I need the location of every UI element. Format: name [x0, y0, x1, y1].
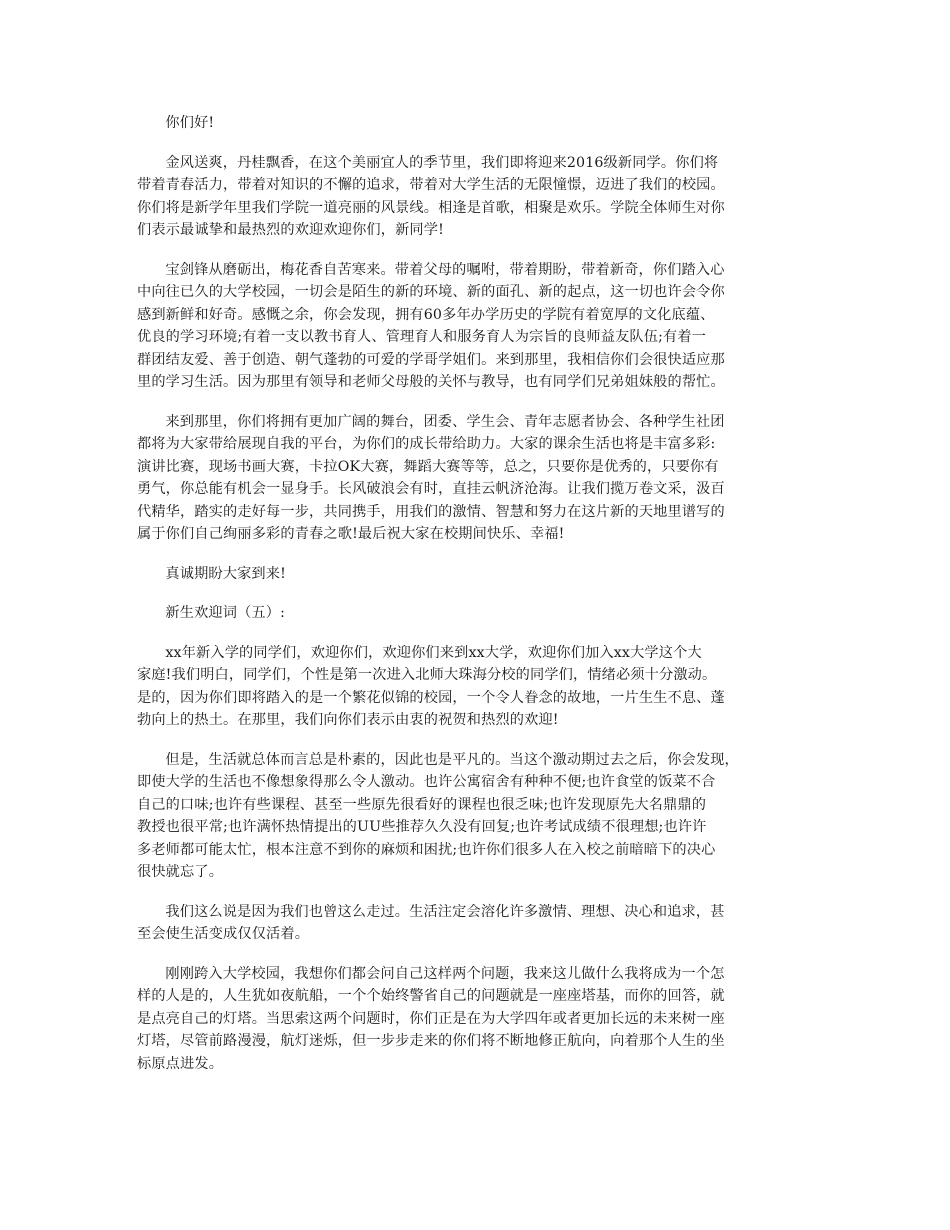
- text-line: 金风送爽，丹桂飘香，在这个美丽宜人的季节里，我们即将迎来2016级新同学。你们将: [165, 154, 719, 171]
- text-line: 感到新鲜和好奇。感慨之余，你会发现，拥有60多年办学历史的学院有着宽厚的文化底蕴、: [137, 306, 715, 323]
- text-line: 我们这么说是因为我们也曾这么走过。生活注定会溶化许多激情、理想、决心和追求，甚: [165, 903, 725, 920]
- text-line: 中向往已久的大学校园，一切会是陌生的新的环境、新的面孔、新的起点，这一切也许会令你: [137, 284, 725, 300]
- text-line: 你们将是新学年里我们学院一道亮丽的风景线。相逢是首歌，相聚是欢乐。学院全体师生对你: [137, 199, 725, 216]
- paragraph: [137, 259, 820, 394]
- paragraph: [137, 563, 820, 586]
- text-line: 们表示最诚挚和最热烈的欢迎欢迎你们，新同学!: [137, 222, 444, 238]
- text-line: 新生欢迎词（五）:: [165, 605, 286, 621]
- text-line: 家庭!我们明白，同学们，个性是第一次进入北师大珠海分校的同学们，情绪必须十分激动。: [137, 667, 717, 683]
- text-line: 都将为大家带给展现自我的平台，为你们的成长带给助力。大家的课余生活也将是丰富多彩:: [137, 436, 716, 452]
- paragraph: [137, 749, 820, 884]
- paragraph: [137, 602, 820, 625]
- text-line: 刚刚跨入大学校园，我想你们都会问自己这样两个问题，我来这儿做什么我将成为一个怎: [165, 965, 725, 982]
- paragraph: [137, 112, 820, 135]
- text-line: 群团结友爱、善于创造、朝气蓬勃的可爱的学哥学姐们。来到那里，我相信你们会很快适应那: [137, 351, 725, 368]
- paragraph: [137, 152, 820, 242]
- paragraph: [137, 642, 820, 732]
- text-line: 自己的口味;也许有些课程、甚至一些原先很看好的课程也很乏味;也许发现原先大名鼎鼎的: [137, 796, 707, 813]
- text-line: 里的学习生活。因为那里有领导和老师父母般的关怀与教导，也有同学们兄弟姐妹般的帮忙。: [137, 374, 725, 390]
- text-line: xx年新入学的同学们，欢迎你们，欢迎你们来到xx大学，欢迎你们加入xx大学这个大: [165, 644, 702, 661]
- paragraph: [137, 963, 820, 1076]
- text-line: 宝剑锋从磨砺出，梅花香自苦寒来。带着父母的嘱咐，带着期盼，带着新奇，你们踏入心: [165, 261, 725, 278]
- text-line: 标原点进发。: [137, 1055, 224, 1072]
- paragraph: [137, 901, 820, 946]
- text-line: 很快就忘了。: [137, 864, 224, 880]
- text-line: 优良的学习环境;有着一支以教书育人、管理育人和服务育人为宗旨的良师益友队伍;有着一: [137, 329, 707, 345]
- text-line: 来到那里，你们将拥有更加广阔的舞台，团委、学生会、青年志愿者协会、各种学生社团: [165, 413, 725, 430]
- text-line: 即使大学的生活也不像想象得那么令人激动。也许公寓宿舍有种种不便;也许食堂的饭菜不合: [137, 774, 716, 790]
- text-line: 代精华，踏实的走好每一步，共同携手，用我们的激情、智慧和努力在这片新的天地里谱写的: [137, 503, 725, 520]
- text-line: 演讲比赛，现场书画大赛，卡拉OK大赛，舞蹈大赛等等，总之，只要你是优秀的，只要你有: [137, 458, 719, 475]
- text-line: 真诚期盼大家到来!: [165, 565, 286, 582]
- text-line: 至会使生活变成仅仅活着。: [137, 926, 310, 942]
- text-line: 是的，因为你们即将踏入的是一个繁花似锦的校园，一个令人眷念的故地，一片生生不息、蓬: [137, 689, 725, 706]
- text-line: 样的人是的，人生犹如夜航船，一个个始终警省自己的问题就是一座座塔基，而你的回答，就: [137, 988, 725, 1004]
- text-line: 是点亮自己的灯塔。当思索这两个问题时，你们正是在为大学四年或者更加长远的未来树一座: [137, 1010, 725, 1027]
- text-line: 勇气，你总能有机会一显身手。长风破浪会有时，直挂云帆济沧海。让我们揽万卷文采，汲百: [137, 481, 725, 497]
- text-line: 属于你们自己绚丽多彩的青春之歌!最后祝大家在校期间快乐、幸福!: [137, 526, 565, 542]
- paragraph: [137, 411, 820, 546]
- text-line: 勃向上的热土。在那里，我们向你们表示由衷的祝贺和热烈的欢迎!: [137, 712, 559, 728]
- text-line: 带着青春活力，带着对知识的不懈的追求，带着对大学生活的无限憧憬，迈进了我们的校园。: [137, 177, 725, 193]
- text-line: 多老师都可能太忙，根本注意不到你的麻烦和困扰;也许你们很多人在入校之前暗暗下的决心: [137, 841, 716, 858]
- text-line: 教授也很平常;也许满怀热情提出的UU些推荐久久没有回复;也许考试成绩不很理想;也许许: [137, 819, 707, 835]
- text-line: 你们好!: [165, 115, 215, 131]
- text-line: 灯塔，尽管前路漫漫，航灯迷烁，但一步步走来的你们将不断地修正航向，向着那个人生的坐: [137, 1033, 725, 1049]
- text-line: 但是，生活就总体而言总是朴素的，因此也是平凡的。当这个激动期过去之后，你会发现，: [165, 751, 739, 768]
- document-body: [137, 112, 820, 1092]
